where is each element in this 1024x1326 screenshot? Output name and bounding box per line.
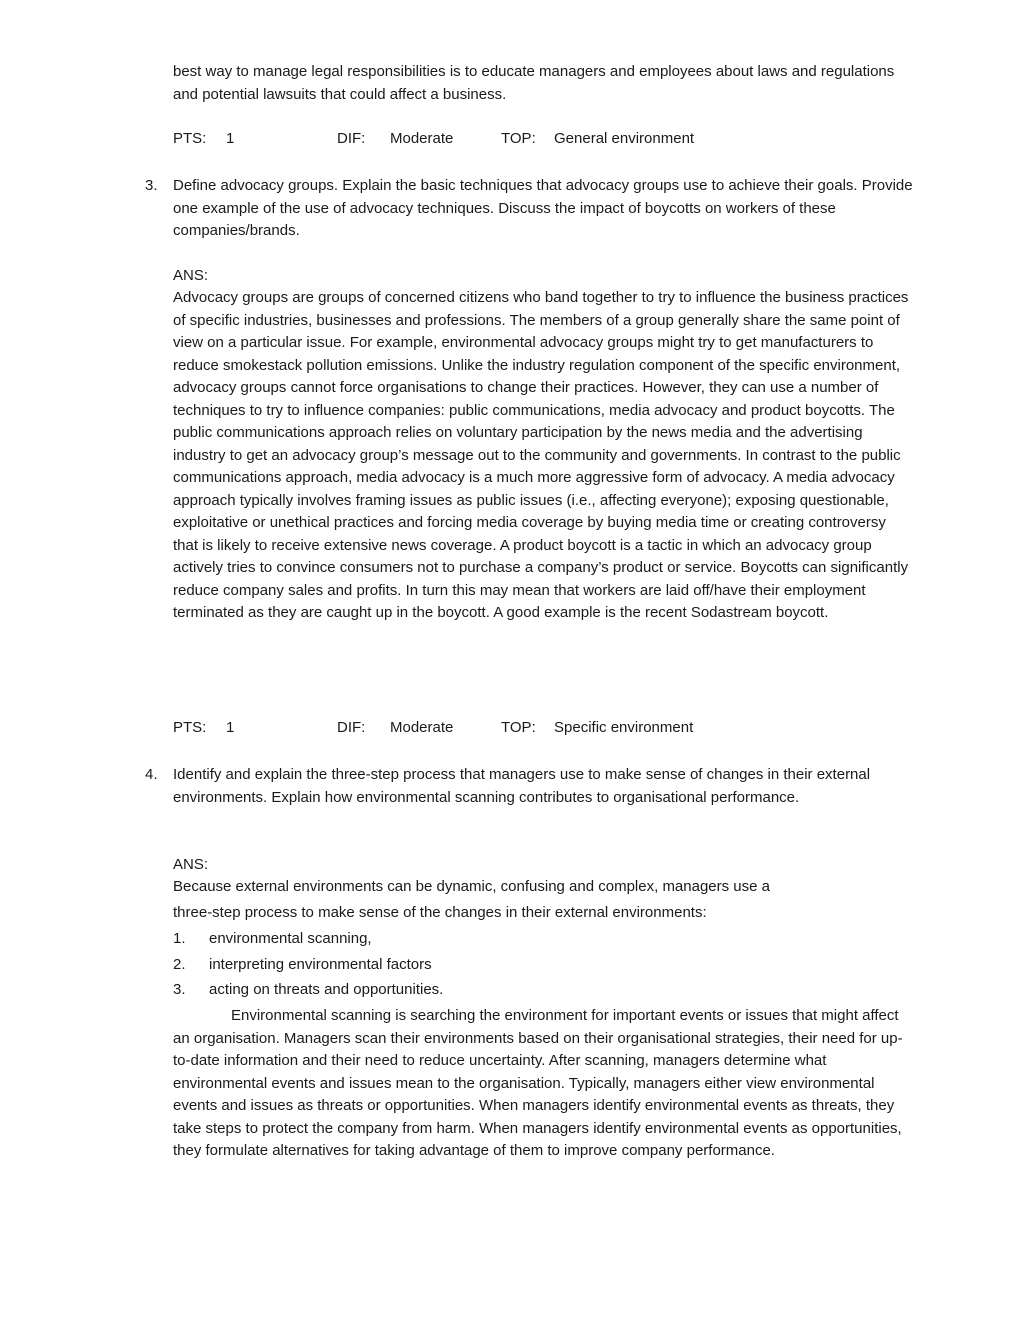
list-number: 3. <box>173 981 186 998</box>
list-text: environmental scanning, <box>209 930 372 947</box>
dif-label: DIF: <box>337 130 366 147</box>
q4-answer-intro <box>173 876 913 899</box>
list-text: acting on threats and opportunities. <box>209 981 444 998</box>
question-text: Define advocacy groups. Explain the basic techniques that advocacy groups use to achieve their goals. Provide one example of the use of advocacy techniques. Discuss the impact of boycotts on workers of these companies/brands. <box>173 177 913 239</box>
q4-question <box>173 764 913 809</box>
top-value: Specific environment <box>554 719 694 736</box>
question-number: 3. <box>145 177 158 194</box>
answer-intro-line: three-step process to make sense of the changes in their external environments: <box>173 904 707 921</box>
q4-answer-intro-2 <box>173 902 913 925</box>
q4-answer-label <box>173 854 913 877</box>
ans-label: ANS: <box>173 856 209 873</box>
pts-label: PTS: <box>173 130 207 147</box>
q4-answer-body <box>173 1005 913 1163</box>
top-value: General environment <box>554 130 695 147</box>
pts-value: 1 <box>226 719 235 736</box>
dif-label: DIF: <box>337 719 366 736</box>
list-number: 1. <box>173 930 186 947</box>
pts-label: PTS: <box>173 719 207 736</box>
ans-label: ANS: <box>173 267 209 284</box>
answer-text: Environmental scanning is searching the environment for important events or issues that might affect an organisation. Managers scan their environments based on their organisational strategies, their need for up-to-date information and their need to reduce uncertainty. After scanning, managers determine what environmental events and issues mean to the organisation. Typically, managers either view environmental events and issues as threats or opportunities. When managers identify environmental events as threats, they take steps to protect the company from harm. When managers identify environmental events as opportunities, they formulate alternatives for taking advantage of them to improve company performance. <box>173 1007 903 1159</box>
list-text: interpreting environmental factors <box>209 956 432 973</box>
top-label: TOP: <box>501 719 536 736</box>
pts-value: 1 <box>226 130 235 147</box>
q3-answer <box>173 287 913 625</box>
question-text: Identify and explain the three-step process that managers use to make sense of changes in their external environments. Explain how environmental scanning contributes to organisational performance. <box>173 766 871 806</box>
top-label: TOP: <box>501 130 536 147</box>
answer-intro-line: Because external environments can be dynamic, confusing and complex, managers use a <box>173 878 771 895</box>
intro-continuation <box>173 61 913 106</box>
answer-text: Advocacy groups are groups of concerned citizens who band together to try to influence the business practices of specific industries, businesses and professions. The members of a group generally share the same point of view on a particular issue. For example, environmental advocacy groups might try to get manufacturers to reduce smokestack pollution emissions. Unlike the industry regulation component of the specific environment, advocacy groups cannot force organisations to change their practices. However, they can use a number of techniques to try to influence companies: public communications, media advocacy and product boycotts. The public communications approach relies on voluntary participation by the news media and the advertising industry to get an advocacy group’s message out to the community and governments. In contrast to the public communications approach, media advocacy is a much more aggressive form of advocacy. A media advocacy approach typically involves framing issues as public issues (i.e., affecting everyone); exposing questionable, exploitative or unethical practices and forcing media coverage by buying media time or creating controversy that is likely to receive extensive news coverage. A product boycott is a tactic in which an advocacy group actively tries to convince consumers not to purchase a company’s product or service. Boycotts can significantly reduce company sales and profits. In turn this may mean that workers are laid off/have their employment terminated as they are caught up in the boycott. A good example is the recent Sodastream boycott. <box>173 289 909 621</box>
dif-value: Moderate <box>390 719 454 736</box>
q3-answer-label <box>173 265 913 288</box>
q3-meta-row <box>173 717 913 739</box>
dif-value: Moderate <box>390 130 454 147</box>
q2-meta-row <box>173 128 913 150</box>
q3-question <box>173 175 913 243</box>
list-number: 2. <box>173 956 186 973</box>
question-number: 4. <box>145 766 158 783</box>
intro-text: best way to manage legal responsibilities is to educate managers and employees about laws and regulations and potential lawsuits that could affect a business. <box>173 63 895 103</box>
